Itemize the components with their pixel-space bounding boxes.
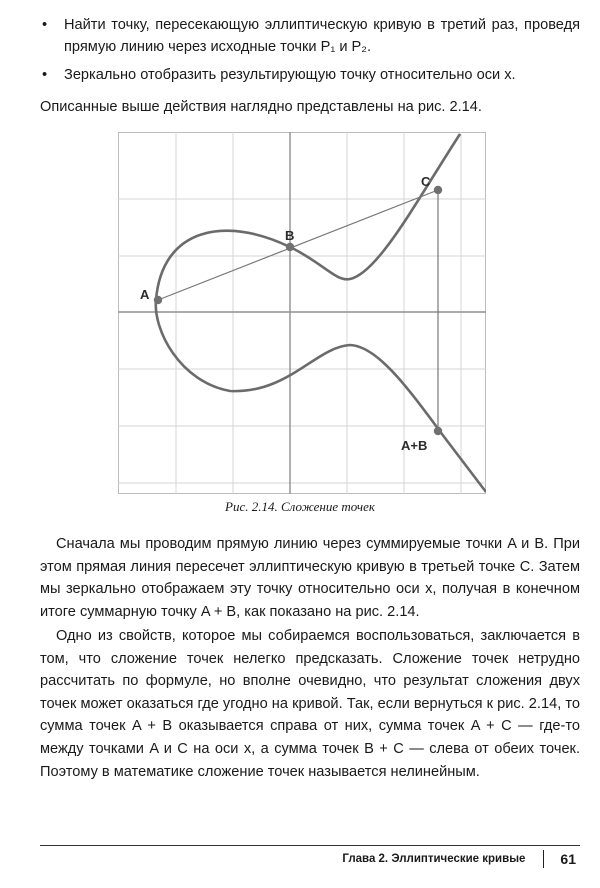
running-footer: [342, 850, 576, 868]
intro-text: Описанные выше действия наглядно представлены на рис. 2.14.: [40, 99, 482, 115]
curve-plot: [118, 132, 486, 494]
bullet-item-1: [40, 14, 580, 58]
bullet-text: Зеркально отобразить результирующую точку относительно оси x.: [64, 67, 516, 83]
label-b: B: [285, 228, 295, 243]
plot-frame: [119, 133, 486, 494]
bullet-text: Найти точку, пересекающую эллиптическую кривую в третий раз, проведя прямую линию через исходные точки P₁ и P₂.: [64, 17, 580, 55]
point-b: [286, 243, 294, 251]
footer-rule: [40, 845, 580, 846]
bullet-list: [40, 14, 580, 92]
bullet-dot: •: [42, 67, 48, 83]
label-sum: A+B: [401, 438, 428, 453]
paragraph-2: Одно из свойств, которое мы собираемся воспользоваться, заключается в том, что сложение точек нелегко предсказать. Сложение точек нетрудно рассчитать по формуле, но вполне очевидно, что результат сложения двух точек может оказаться где угодно на кривой. Так, если вернуться к рис. 2.14, то сумма точек A + B оказывается справа от них, сумма точек A + C — где-то между точками A и C на оси x, а сумма точек B + C — слева от обеих точек. Поэтому в математике сложение точек называется нелинейным.: [40, 628, 580, 780]
figure-elliptic-curve: [118, 132, 486, 494]
paragraph-1: Сначала мы проводим прямую линию через суммируемые точки A и B. При этом прямая линия пересечет эллиптическую кривую в третьей точке C. Затем мы зеркально отображаем эту точку относительно оси x, получая в конечном итоге суммарную точку A + B, как показано на рис. 2.14.: [40, 536, 580, 620]
point-a: [154, 296, 162, 304]
figure-caption: Рис. 2.14. Сложение точек: [225, 499, 375, 514]
chapter-title: Глава 2. Эллиптические кривые: [342, 853, 526, 865]
footer-separator: [543, 850, 544, 868]
bullet-item-2: [40, 64, 580, 86]
page-number: 61: [560, 851, 576, 867]
point-c: [434, 186, 442, 194]
point-sum: [434, 427, 442, 435]
label-c: C: [421, 174, 431, 189]
bullet-dot: •: [42, 17, 48, 33]
label-a: A: [140, 287, 150, 302]
